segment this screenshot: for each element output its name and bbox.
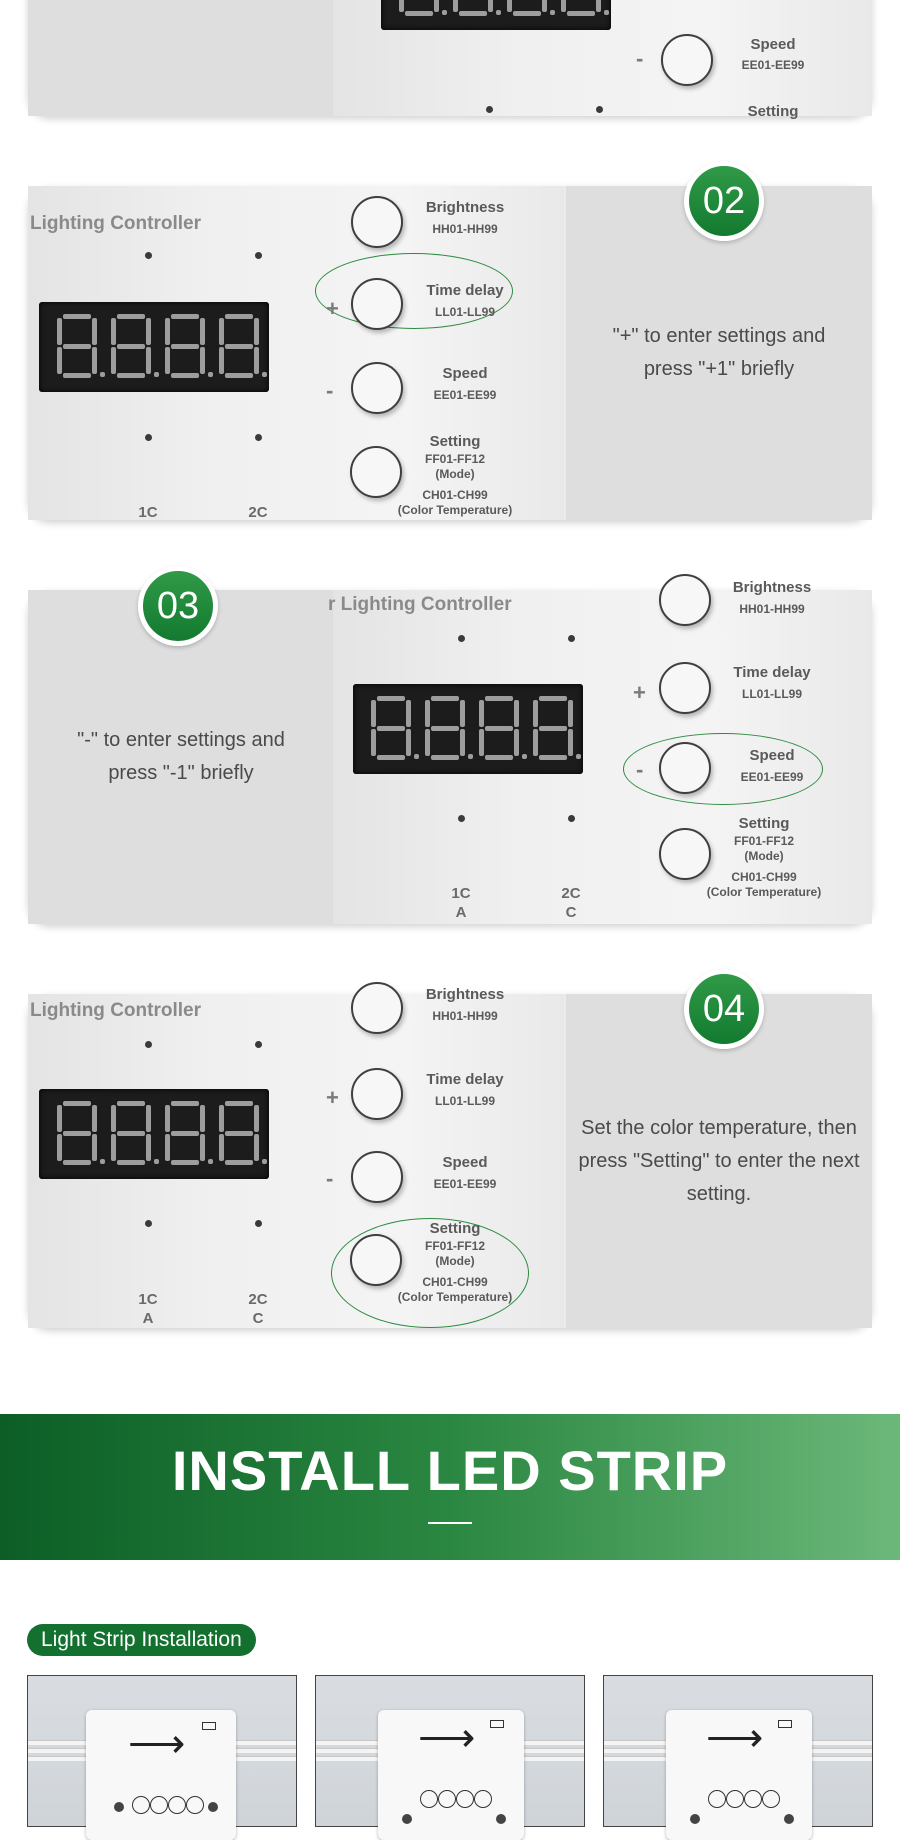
lcd-segment bbox=[485, 696, 513, 701]
lcd-segment bbox=[63, 344, 91, 349]
pin-icon bbox=[474, 1790, 492, 1808]
speed-label: Speed bbox=[442, 365, 488, 382]
lcd-decimal-point bbox=[208, 1159, 213, 1164]
brightness-label: Brightness bbox=[732, 579, 812, 596]
lcd-segment bbox=[117, 1160, 145, 1165]
lcd-segment bbox=[171, 344, 199, 349]
step-panel bbox=[28, 0, 333, 116]
time-delay-label: Time delay bbox=[426, 282, 504, 299]
setting-label: Setting bbox=[747, 103, 799, 120]
lcd-digit bbox=[507, 0, 547, 16]
time-delay-range: LL01-LL99 bbox=[741, 687, 802, 701]
switch-icon bbox=[490, 1720, 504, 1728]
lcd-segment bbox=[377, 755, 405, 760]
lcd-segment bbox=[92, 1105, 97, 1132]
lcd-display bbox=[39, 1089, 269, 1179]
lcd-decimal-point bbox=[262, 1159, 267, 1164]
lcd-segment bbox=[171, 1101, 199, 1106]
lcd-segment bbox=[596, 0, 601, 12]
pin-icon bbox=[726, 1790, 744, 1808]
banner-title: INSTALL LED STRIP bbox=[171, 1439, 729, 1502]
lcd-segment bbox=[165, 318, 170, 345]
setting-range-2: CH01-CH99 bbox=[422, 488, 488, 502]
dot bbox=[596, 106, 603, 113]
lcd-segment bbox=[254, 318, 259, 345]
lcd-digit bbox=[219, 1101, 259, 1165]
install-photo bbox=[603, 1675, 873, 1827]
lcd-segment bbox=[567, 11, 595, 16]
lcd-decimal-point bbox=[414, 754, 419, 759]
setting-range: FF01-FF12 bbox=[733, 834, 794, 848]
speed-button bbox=[661, 34, 713, 86]
lcd-segment bbox=[568, 729, 573, 756]
lcd-segment bbox=[225, 1101, 253, 1106]
lcd-segment bbox=[111, 318, 116, 345]
brightness-button bbox=[659, 574, 711, 626]
setting-range-2: CH01-CH99 bbox=[731, 870, 797, 884]
lcd-segment bbox=[225, 1131, 253, 1136]
plus-sign: + bbox=[633, 680, 646, 705]
lcd-segment bbox=[377, 726, 405, 731]
setting-range: FF01-FF12 bbox=[424, 1239, 485, 1253]
lcd-segment bbox=[165, 1134, 170, 1161]
channel-2c-label: 2C bbox=[248, 1291, 268, 1308]
setting-mode: (Mode) bbox=[744, 849, 784, 863]
screw-hole bbox=[784, 1814, 794, 1824]
lcd-segment bbox=[371, 729, 376, 756]
lcd-segment bbox=[460, 700, 465, 727]
arrow-right-icon: ⟶ bbox=[418, 1716, 476, 1760]
dot bbox=[145, 1041, 152, 1048]
lcd-segment bbox=[399, 0, 404, 12]
install-banner bbox=[0, 1414, 900, 1560]
screw-hole bbox=[496, 1814, 506, 1824]
lcd-digit bbox=[165, 1101, 205, 1165]
lcd-digit bbox=[425, 696, 465, 760]
speed-button bbox=[659, 742, 711, 794]
time-delay-range: LL01-LL99 bbox=[434, 1094, 495, 1108]
setting-label: Setting bbox=[429, 1220, 481, 1237]
lcd-segment bbox=[406, 729, 411, 756]
controller-photo bbox=[28, 186, 564, 520]
lcd-segment bbox=[57, 347, 62, 374]
step-number-badge: 04 bbox=[684, 969, 764, 1049]
lcd-display bbox=[381, 0, 611, 30]
lcd-segment bbox=[453, 0, 458, 12]
dot bbox=[255, 1041, 262, 1048]
minus-sign: - bbox=[326, 378, 334, 403]
time-delay-label: Time delay bbox=[426, 1071, 504, 1088]
lcd-segment bbox=[111, 1134, 116, 1161]
install-photo bbox=[27, 1675, 297, 1827]
speed-range: EE01-EE99 bbox=[740, 770, 804, 784]
lcd-segment bbox=[371, 700, 376, 727]
brightness-range: HH01-HH99 bbox=[432, 222, 498, 236]
screw-hole bbox=[690, 1814, 700, 1824]
step-instruction: "+" to enter settings and press "+1" briefly bbox=[612, 325, 826, 380]
lcd-segment bbox=[514, 729, 519, 756]
brightness-label: Brightness bbox=[425, 199, 505, 216]
lcd-decimal-point bbox=[262, 372, 267, 377]
setting-range-2: CH01-CH99 bbox=[422, 1275, 488, 1289]
screw-hole bbox=[114, 1802, 124, 1812]
lcd-segment bbox=[405, 11, 433, 16]
setting-label: Setting bbox=[738, 815, 790, 832]
lcd-digit bbox=[399, 0, 439, 16]
pin-icon bbox=[762, 1790, 780, 1808]
lcd-segment bbox=[171, 1160, 199, 1165]
time-delay-button bbox=[351, 1068, 403, 1120]
lcd-digit bbox=[111, 1101, 151, 1165]
lcd-segment bbox=[507, 0, 512, 12]
lcd-segment bbox=[533, 700, 538, 727]
lcd-display bbox=[39, 302, 269, 392]
lcd-digit bbox=[533, 696, 573, 760]
lcd-digit bbox=[57, 314, 97, 378]
speed-range: EE01-EE99 bbox=[433, 388, 497, 402]
dot bbox=[458, 635, 465, 642]
setting-color-temp: (Color Temperature) bbox=[397, 1290, 513, 1304]
minus-sign: - bbox=[326, 1166, 334, 1191]
setting-label: Setting bbox=[429, 433, 481, 450]
lcd-segment bbox=[146, 347, 151, 374]
connector-module bbox=[86, 1710, 236, 1840]
pin-icon bbox=[744, 1790, 762, 1808]
lcd-segment bbox=[479, 700, 484, 727]
lcd-segment bbox=[165, 1105, 170, 1132]
lcd-segment bbox=[225, 373, 253, 378]
lcd-segment bbox=[117, 1101, 145, 1106]
lcd-segment bbox=[200, 1105, 205, 1132]
pin-icon bbox=[150, 1796, 168, 1814]
section-label-pill: Light Strip Installation bbox=[27, 1624, 256, 1656]
lcd-segment bbox=[225, 1160, 253, 1165]
lcd-segment bbox=[117, 344, 145, 349]
speed-button bbox=[351, 362, 403, 414]
step-card-02 bbox=[28, 186, 872, 520]
step-card-04 bbox=[28, 986, 872, 1328]
lcd-segment bbox=[57, 1105, 62, 1132]
lcd-segment bbox=[57, 318, 62, 345]
step-number-badge: 03 bbox=[138, 566, 218, 646]
setting-color-temp: (Color Temperature) bbox=[397, 503, 513, 517]
setting-mode: (Mode) bbox=[435, 467, 475, 481]
lcd-segment bbox=[63, 373, 91, 378]
arrow-right-icon: ⟶ bbox=[128, 1722, 186, 1766]
step-instruction: "-" to enter settings and press "-1" briefly bbox=[77, 729, 285, 784]
step-card-03 bbox=[28, 579, 872, 924]
pin-icon bbox=[168, 1796, 186, 1814]
lcd-segment bbox=[425, 700, 430, 727]
channel-2c-sub: C bbox=[565, 904, 577, 921]
pin-icon bbox=[420, 1790, 438, 1808]
speed-label: Speed bbox=[442, 1154, 488, 1171]
channel-2c-sub: C bbox=[252, 1310, 264, 1327]
step-card-01 bbox=[28, 0, 872, 120]
setting-mode: (Mode) bbox=[435, 1254, 475, 1268]
time-delay-button bbox=[659, 662, 711, 714]
time-delay-range: LL01-LL99 bbox=[434, 305, 495, 319]
lcd-segment bbox=[92, 318, 97, 345]
plus-sign: + bbox=[326, 1085, 339, 1110]
install-photo bbox=[315, 1675, 585, 1827]
brightness-button bbox=[351, 982, 403, 1034]
lcd-segment bbox=[485, 755, 513, 760]
channel-2c-label: 2C bbox=[561, 885, 581, 902]
dot bbox=[568, 635, 575, 642]
controller-photo bbox=[333, 0, 872, 120]
lcd-digit bbox=[57, 1101, 97, 1165]
lcd-digit bbox=[111, 314, 151, 378]
lcd-segment bbox=[406, 700, 411, 727]
brightness-button bbox=[351, 196, 403, 248]
time-delay-label: Time delay bbox=[733, 664, 811, 681]
lcd-segment bbox=[539, 696, 567, 701]
dot bbox=[568, 815, 575, 822]
lcd-segment bbox=[111, 347, 116, 374]
lcd-decimal-point bbox=[154, 1159, 159, 1164]
lcd-segment bbox=[431, 696, 459, 701]
dot bbox=[486, 106, 493, 113]
dot bbox=[145, 252, 152, 259]
lcd-segment bbox=[513, 11, 541, 16]
plus-sign: + bbox=[326, 296, 339, 321]
lcd-segment bbox=[459, 11, 487, 16]
switch-icon bbox=[778, 1720, 792, 1728]
lcd-segment bbox=[92, 347, 97, 374]
lcd-display bbox=[353, 684, 583, 774]
lcd-segment bbox=[57, 1134, 62, 1161]
channel-1c-sub: A bbox=[142, 1310, 154, 1327]
lcd-segment bbox=[539, 755, 567, 760]
lcd-segment bbox=[111, 1105, 116, 1132]
lcd-segment bbox=[377, 696, 405, 701]
lcd-segment bbox=[63, 314, 91, 319]
lcd-segment bbox=[254, 1105, 259, 1132]
lcd-segment bbox=[539, 726, 567, 731]
speed-button bbox=[351, 1151, 403, 1203]
lcd-segment bbox=[200, 1134, 205, 1161]
lcd-segment bbox=[92, 1134, 97, 1161]
controller-photo bbox=[28, 986, 564, 1328]
lcd-segment bbox=[171, 1131, 199, 1136]
dot bbox=[255, 434, 262, 441]
lcd-segment bbox=[171, 314, 199, 319]
controller-title: Lighting Controller bbox=[30, 1000, 201, 1021]
lcd-digit bbox=[453, 0, 493, 16]
controller-photo bbox=[328, 579, 872, 924]
lcd-segment bbox=[200, 318, 205, 345]
lcd-decimal-point bbox=[154, 372, 159, 377]
dot bbox=[255, 1220, 262, 1227]
lcd-segment bbox=[63, 1101, 91, 1106]
controller-title: Lighting Controller bbox=[30, 213, 201, 234]
lcd-segment bbox=[200, 347, 205, 374]
lcd-segment bbox=[117, 314, 145, 319]
lcd-segment bbox=[117, 373, 145, 378]
lcd-segment bbox=[533, 729, 538, 756]
lcd-segment bbox=[254, 347, 259, 374]
lcd-segment bbox=[514, 700, 519, 727]
lcd-segment bbox=[219, 318, 224, 345]
lcd-decimal-point bbox=[576, 754, 581, 759]
pin-icon bbox=[456, 1790, 474, 1808]
setting-color-temp: (Color Temperature) bbox=[706, 885, 822, 899]
connector-module bbox=[666, 1710, 812, 1840]
lcd-segment bbox=[219, 1134, 224, 1161]
lcd-segment bbox=[488, 0, 493, 12]
lcd-segment bbox=[434, 0, 439, 12]
lcd-segment bbox=[254, 1134, 259, 1161]
lcd-decimal-point bbox=[442, 10, 447, 15]
lcd-digit bbox=[165, 314, 205, 378]
time-delay-button bbox=[351, 278, 403, 330]
lcd-segment bbox=[146, 318, 151, 345]
lcd-segment bbox=[146, 1134, 151, 1161]
lcd-digit bbox=[219, 314, 259, 378]
lcd-segment bbox=[219, 347, 224, 374]
lcd-decimal-point bbox=[100, 372, 105, 377]
step-instruction: Set the color temperature, then press "Setting" to enter the next setting. bbox=[578, 1117, 860, 1205]
channel-1c-label: 1C bbox=[138, 504, 158, 521]
lcd-digit bbox=[479, 696, 519, 760]
lcd-segment bbox=[425, 729, 430, 756]
speed-label: Speed bbox=[749, 747, 795, 764]
pin-icon bbox=[438, 1790, 456, 1808]
lcd-segment bbox=[117, 1131, 145, 1136]
screw-hole bbox=[402, 1814, 412, 1824]
lcd-segment bbox=[561, 0, 566, 12]
step-number-badge: 02 bbox=[684, 161, 764, 241]
lcd-segment bbox=[568, 700, 573, 727]
lcd-segment bbox=[542, 0, 547, 12]
lcd-decimal-point bbox=[550, 10, 555, 15]
brightness-range: HH01-HH99 bbox=[432, 1009, 498, 1023]
channel-2c-label: 2C bbox=[248, 504, 268, 521]
lcd-segment bbox=[63, 1160, 91, 1165]
screw-hole bbox=[208, 1802, 218, 1812]
lcd-decimal-point bbox=[496, 10, 501, 15]
lcd-segment bbox=[165, 347, 170, 374]
dot bbox=[458, 815, 465, 822]
lcd-decimal-point bbox=[522, 754, 527, 759]
minus-sign: - bbox=[636, 46, 644, 71]
channel-1c-label: 1C bbox=[451, 885, 471, 902]
pin-icon bbox=[132, 1796, 150, 1814]
switch-icon bbox=[202, 1722, 216, 1730]
dot bbox=[145, 1220, 152, 1227]
lcd-segment bbox=[431, 726, 459, 731]
speed-label: Speed bbox=[750, 36, 796, 53]
brightness-range: HH01-HH99 bbox=[739, 602, 805, 616]
lcd-segment bbox=[219, 1105, 224, 1132]
lcd-decimal-point bbox=[100, 1159, 105, 1164]
highlight-oval bbox=[623, 733, 823, 805]
dot bbox=[255, 252, 262, 259]
setting-range: FF01-FF12 bbox=[424, 452, 485, 466]
lcd-decimal-point bbox=[468, 754, 473, 759]
lcd-digit bbox=[561, 0, 601, 16]
brightness-label: Brightness bbox=[425, 986, 505, 1003]
lcd-segment bbox=[225, 344, 253, 349]
dot bbox=[145, 434, 152, 441]
lcd-decimal-point bbox=[604, 10, 609, 15]
speed-range: EE01-EE99 bbox=[741, 58, 805, 72]
lcd-segment bbox=[479, 729, 484, 756]
pin-icon bbox=[708, 1790, 726, 1808]
channel-1c-label: 1C bbox=[138, 1291, 158, 1308]
lcd-digit bbox=[371, 696, 411, 760]
connector-module bbox=[378, 1710, 524, 1840]
lcd-segment bbox=[225, 314, 253, 319]
minus-sign: - bbox=[636, 757, 644, 782]
lcd-segment bbox=[63, 1131, 91, 1136]
arrow-right-icon: ⟶ bbox=[706, 1716, 764, 1760]
lcd-segment bbox=[146, 1105, 151, 1132]
lcd-segment bbox=[431, 755, 459, 760]
channel-1c-sub: A bbox=[455, 904, 467, 921]
pin-icon bbox=[186, 1796, 204, 1814]
lcd-decimal-point bbox=[208, 372, 213, 377]
lcd-segment bbox=[485, 726, 513, 731]
banner-divider bbox=[428, 1522, 472, 1524]
controller-title: r Lighting Controller bbox=[328, 594, 512, 615]
speed-range: EE01-EE99 bbox=[433, 1177, 497, 1191]
lcd-segment bbox=[460, 729, 465, 756]
lcd-segment bbox=[171, 373, 199, 378]
